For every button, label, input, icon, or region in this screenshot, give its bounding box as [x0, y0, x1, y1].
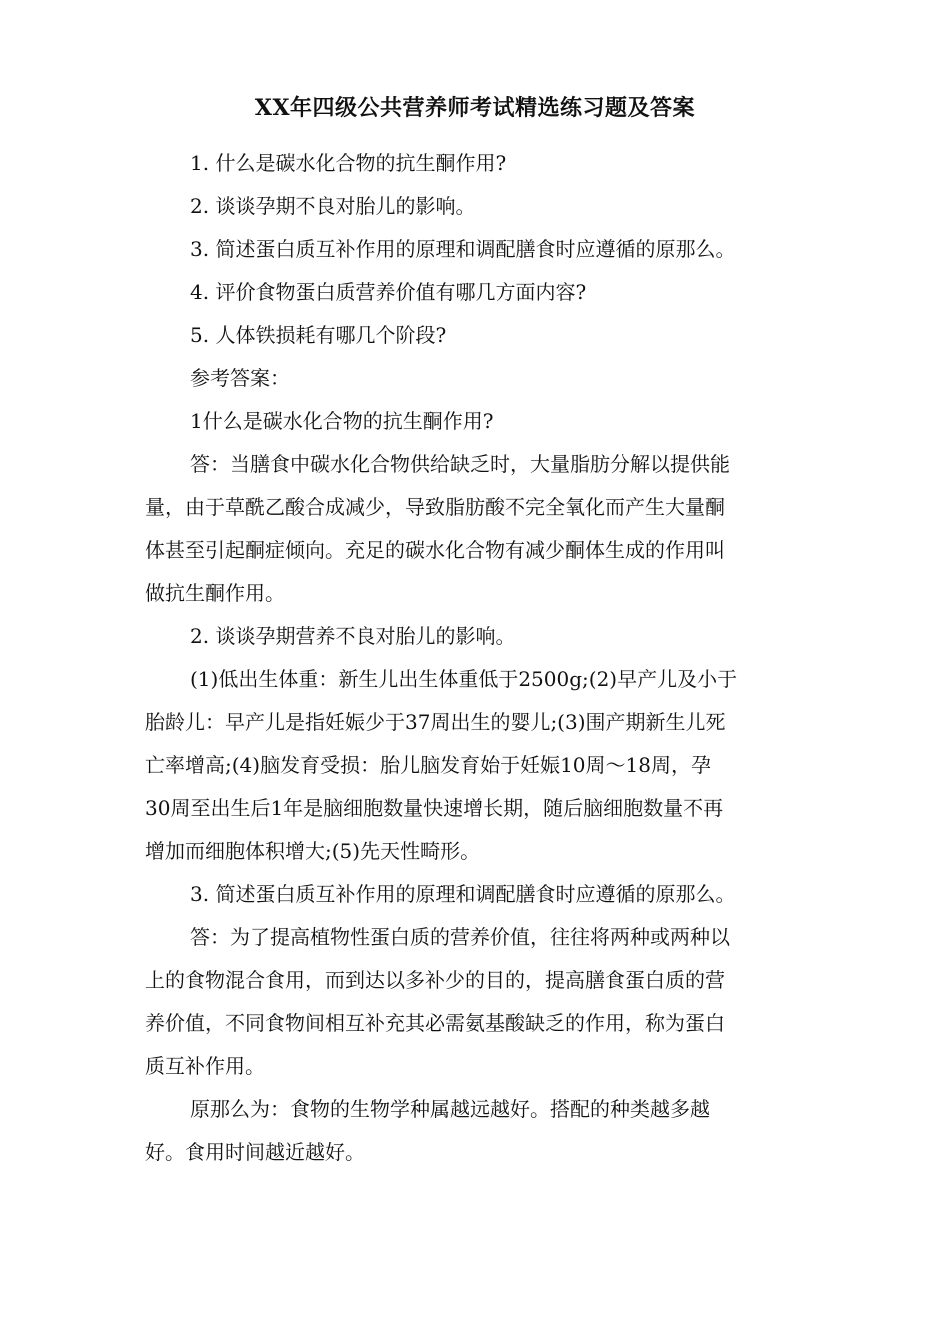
answers-heading: 参考答案： [190, 366, 290, 390]
text-line: 好。食用时间越近越好。 [145, 1140, 365, 1164]
answer-3-text [145, 916, 805, 1088]
text-line: 亡率增高;(4)脑发育受损：胎儿脑发育始于妊娠10周～18周，孕 [145, 753, 711, 777]
text-line: 上的食物混合食用，而到达以多补少的目的，提高膳食蛋白质的营 [145, 968, 725, 992]
text-line: 质互补作用。 [145, 1054, 265, 1078]
text-line: 体甚至引起酮症倾向。充足的碳水化合物有减少酮体生成的作用叫 [145, 538, 725, 562]
answer-3-principle [145, 1088, 805, 1174]
text-line: 胎龄儿：早产儿是指妊娠少于37周出生的婴儿;(3)围产期新生儿死 [145, 710, 726, 734]
text-line: 做抗生酮作用。 [145, 581, 285, 605]
answer-1-text [145, 443, 805, 615]
text-line: 原那么为：食物的生物学种属越远越好。搭配的种类越多越 [190, 1097, 710, 1121]
question-4: 4. 评价食物蛋白质营养价值有哪几方面内容? [190, 280, 587, 304]
text-line: 答：为了提高植物性蛋白质的营养价值，往往将两种或两种以 [190, 925, 730, 949]
text-line: 增加而细胞体积增大;(5)先天性畸形。 [145, 839, 481, 863]
question-2: 2. 谈谈孕期不良对胎儿的影响。 [190, 194, 476, 218]
text-line: 量，由于草酰乙酸合成减少，导致脂肪酸不完全氧化而产生大量酮 [145, 495, 725, 519]
text-line: 养价值，不同食物间相互补充其必需氨基酸缺乏的作用，称为蛋白 [145, 1011, 725, 1035]
text-line: 答：当膳食中碳水化合物供给缺乏时，大量脂肪分解以提供能 [190, 452, 730, 476]
text-line: 30周至出生后1年是脑细胞数量快速增长期，随后脑细胞数量不再 [145, 796, 724, 820]
answer-2-text [145, 658, 805, 873]
answer-3-heading: 3. 简述蛋白质互补作用的原理和调配膳食时应遵循的原那么。 [190, 882, 736, 906]
document-body [145, 142, 805, 1174]
question-5: 5. 人体铁损耗有哪几个阶段? [190, 323, 447, 347]
answer-1-heading: 1什么是碳水化合物的抗生酮作用? [190, 409, 494, 433]
question-3: 3. 简述蛋白质互补作用的原理和调配膳食时应遵循的原那么。 [190, 237, 736, 261]
answer-2-heading: 2. 谈谈孕期营养不良对胎儿的影响。 [190, 624, 516, 648]
text-line: (1)低出生体重：新生儿出生体重低于2500g;(2)早产儿及小于 [190, 667, 738, 691]
question-1: 1. 什么是碳水化合物的抗生酮作用? [190, 151, 507, 175]
document-title: XX年四级公共营养师考试精选练习题及答案 [254, 95, 696, 121]
